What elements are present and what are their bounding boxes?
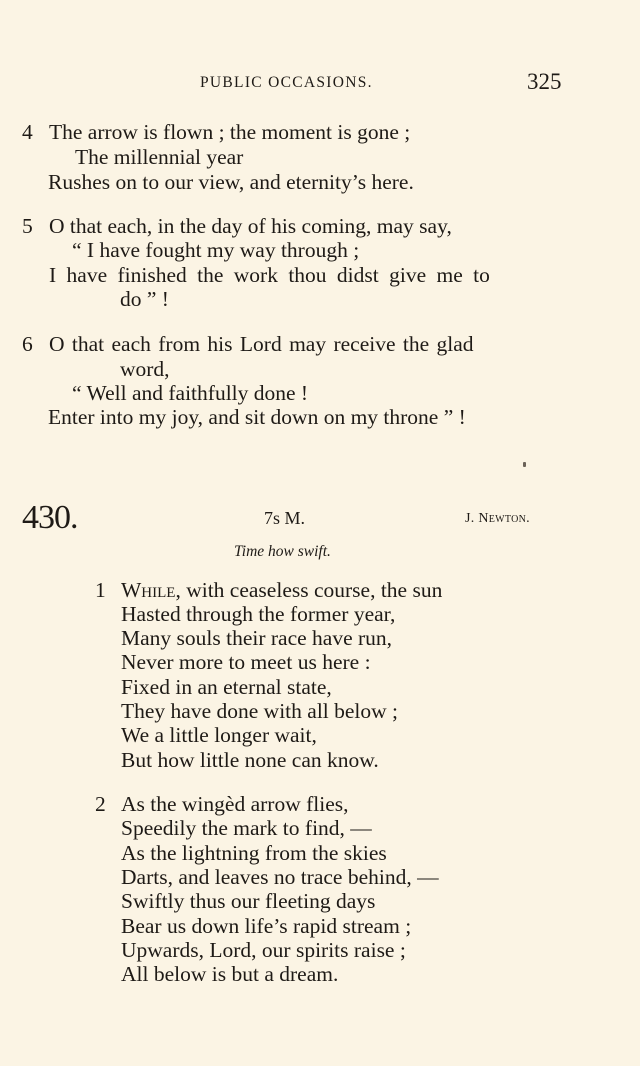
running-head: PUBLIC OCCASIONS. xyxy=(200,74,373,91)
verse-line: do ” ! xyxy=(120,287,169,311)
verse-line: The millennial year xyxy=(75,145,244,169)
hymn-meter: 7s M. xyxy=(264,508,306,528)
hymn-author: J. Newton. xyxy=(465,511,530,526)
verse-line: All below is but a dream. xyxy=(121,962,339,986)
verse-line: word, xyxy=(120,357,170,381)
verse-line: Enter into my joy, and sit down on my throne ” ! xyxy=(48,405,466,429)
verse-line: Never more to meet us here : xyxy=(121,650,371,674)
verse-line: As the wingèd arrow flies, xyxy=(121,792,349,816)
verse-line: O that each, in the day of his coming, may say, xyxy=(49,214,452,238)
hymn-number: 430. xyxy=(22,499,78,536)
verse-line: I have finished the work thou didst give me to xyxy=(49,263,490,287)
verse-line xyxy=(121,578,442,602)
first-word: While xyxy=(121,578,176,602)
verse-line: Fixed in an eternal state, xyxy=(121,675,332,699)
verse-line: Upwards, Lord, our spirits raise ; xyxy=(121,938,406,962)
verse-line: Rushes on to our view, and eternity’s here. xyxy=(48,170,414,194)
page-number: 325 xyxy=(527,69,562,94)
verse-line: As the lightning from the skies xyxy=(121,841,387,865)
stanza-number: 1 xyxy=(95,578,106,602)
stanza-number: 4 xyxy=(22,120,33,144)
stanza-number: 6 xyxy=(22,332,33,356)
page-header xyxy=(0,69,640,96)
stanza-number: 2 xyxy=(95,792,106,816)
print-speck xyxy=(523,462,526,467)
stanza-number: 5 xyxy=(22,214,33,238)
verse-line: But how little none can know. xyxy=(121,748,379,772)
verse-line: Darts, and leaves no trace behind, — xyxy=(121,865,439,889)
verse-line: O that each from his Lord may receive the glad xyxy=(49,332,474,356)
verse-line: Bear us down life’s rapid stream ; xyxy=(121,914,412,938)
verse-line-rest: , with ceaseless course, the sun xyxy=(175,578,443,602)
verse-line: Speedily the mark to find, — xyxy=(121,816,372,840)
verse-line: Hasted through the former year, xyxy=(121,602,396,626)
verse-line: “ Well and faithfully done ! xyxy=(72,381,309,405)
verse-line: “ I have fought my way through ; xyxy=(72,238,360,262)
verse-line: Swiftly thus our fleeting days xyxy=(121,889,376,913)
verse-line: The arrow is flown ; the moment is gone ; xyxy=(49,120,411,144)
hymn-subtitle: Time how swift. xyxy=(234,543,331,560)
verse-line: We a little longer wait, xyxy=(121,723,317,747)
verse-line: Many souls their race have run, xyxy=(121,626,393,650)
verse-line: They have done with all below ; xyxy=(121,699,399,723)
